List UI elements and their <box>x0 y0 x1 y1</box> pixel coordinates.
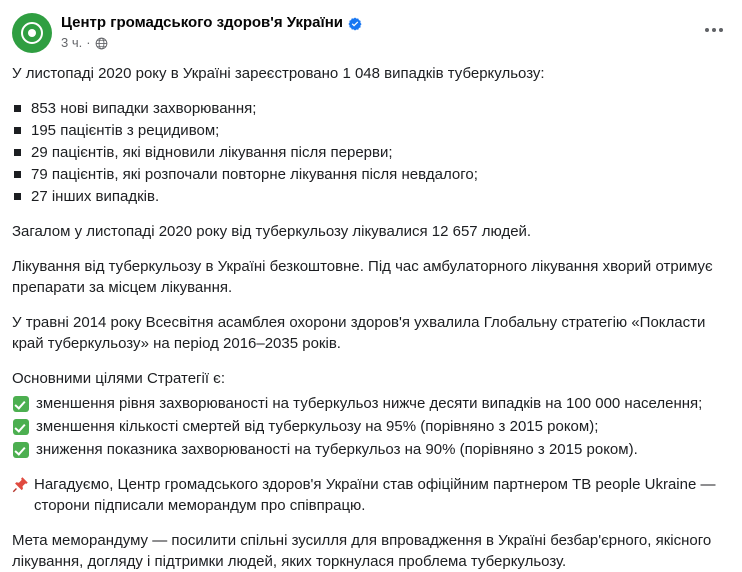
post-body <box>12 61 730 572</box>
list-item-label: зменшення кількості смертей від туберкульозу на 95% (порівняно з 2015 роком); <box>36 418 599 435</box>
ellipsis-dot <box>719 28 723 32</box>
post-header <box>12 10 730 61</box>
post-options-button[interactable] <box>698 16 730 44</box>
list-item <box>12 439 730 460</box>
meta-separator: · <box>86 35 91 50</box>
list-item <box>12 142 730 163</box>
list-item-label: зниження показника захворюваності на туберкульоз на 90% (порівняно з 2015 роком). <box>36 441 638 458</box>
total-treated-paragraph: Загалом у листопаді 2020 року від туберкульозу лікувалися 12 657 людей. <box>12 223 532 240</box>
goals-title: Основними цілями Стратегії є: <box>12 370 226 387</box>
list-item-label: 29 пацієнтів, які відновили лікування після перерви; <box>31 144 393 161</box>
case-breakdown-list <box>12 98 730 207</box>
free-treatment-paragraph: Лікування від туберкульозу в Україні безкоштовне. Під час амбулаторного лікування хворий отримує препарати за місцем лікування. <box>12 258 713 296</box>
globe-icon[interactable] <box>95 37 108 50</box>
post-header-text <box>61 12 362 51</box>
verified-badge-icon <box>348 17 362 31</box>
goals-list <box>12 393 730 460</box>
pushpin-icon <box>12 476 29 493</box>
check-mark-icon <box>13 442 29 458</box>
strategy-paragraph: У травні 2014 року Всесвітня асамблея охорони здоров'я ухвалила Глобальну стратегію «Покласти край туберкульозу» на період 2016–2035 років. <box>12 314 706 352</box>
ellipsis-dot <box>705 28 709 32</box>
memorandum-paragraph: Мета меморандуму — посилити спільні зусилля для впровадження в Україні безбар'єрного, якісного лікування, догляду і підтримки людей, яких торкнулася проблема туберкульозу. <box>12 532 712 570</box>
post-time[interactable]: 3 ч. <box>61 35 83 50</box>
list-item-label: зменшення рівня захворюваності на туберкульоз нижче десяти випадків на 100 000 населення; <box>36 395 703 412</box>
square-bullet-icon <box>14 149 21 156</box>
square-bullet-icon <box>14 127 21 134</box>
logo-dot <box>28 29 36 37</box>
list-item <box>12 393 730 414</box>
list-item <box>12 164 730 185</box>
list-item <box>12 98 730 119</box>
page-name[interactable]: Центр громадського здоров'я України <box>61 14 344 31</box>
reminder-paragraph <box>12 474 730 516</box>
page-name-row <box>61 13 362 32</box>
list-item-label: 79 пацієнтів, які розпочали повторне лікування після невдалого; <box>31 166 478 183</box>
avatar[interactable] <box>12 13 52 53</box>
reminder-text: Нагадуємо, Центр громадського здоров'я України став офіційним партнером ТВ people Ukraine — сторони підписали меморандум про співпрацю. <box>34 476 716 514</box>
list-item-label: 853 нові випадки захворювання; <box>31 100 257 117</box>
square-bullet-icon <box>14 105 21 112</box>
square-bullet-icon <box>14 193 21 200</box>
check-mark-icon <box>13 419 29 435</box>
list-item <box>12 416 730 437</box>
check-mark-icon <box>13 396 29 412</box>
list-item-label: 195 пацієнтів з рецидивом; <box>31 122 220 139</box>
ellipsis-dot <box>712 28 716 32</box>
list-item-label: 27 інших випадків. <box>31 188 160 205</box>
list-item <box>12 186 730 207</box>
square-bullet-icon <box>14 171 21 178</box>
list-item <box>12 120 730 141</box>
intro-paragraph: У листопаді 2020 року в Україні зареєстровано 1 048 випадків туберкульозу: <box>12 65 545 82</box>
post-meta <box>61 35 362 51</box>
